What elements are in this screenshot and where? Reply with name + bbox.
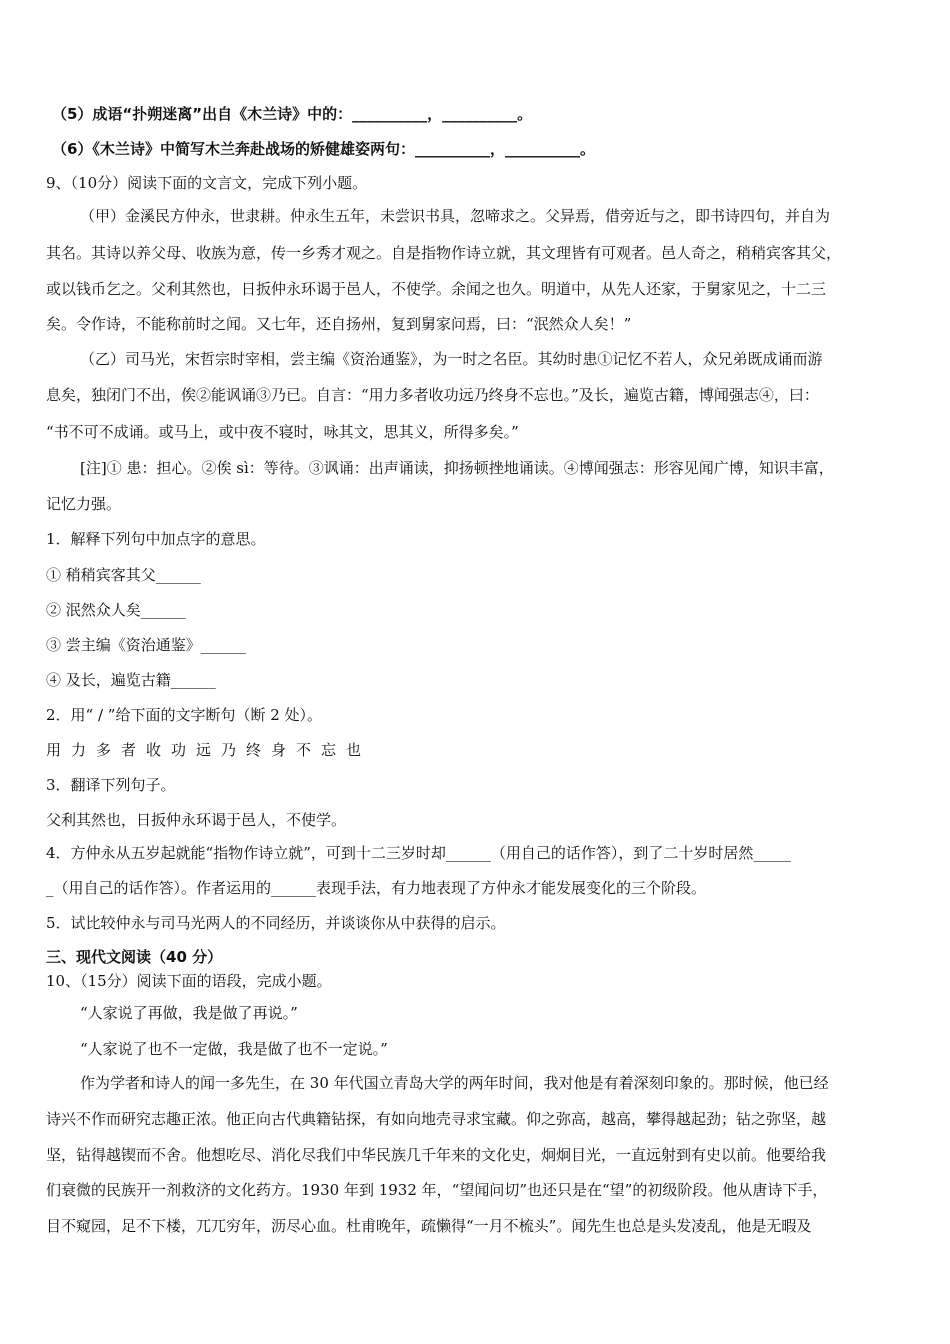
passage-10-line-3: 坚，钻得越锲而不舍。他想吃尽、消化尽我们中华民族几千年来的文化史，炯炯目光，一直远射到有史以前。他要给我 [46, 1146, 827, 1164]
quote-line-1: “人家说了再做，我是做了再说。” [80, 1004, 298, 1022]
sub-question-4-line-2: _（用自己的话作答）。作者运用的______表现手法，有力地表现了方仲永才能发展变化的三个阶段。 [46, 879, 707, 897]
notes-line-2: 记忆力强。 [46, 495, 122, 513]
passage-10-line-1: 作为学者和诗人的闻一多先生，在 30 年代国立青岛大学的两年时间，我对他是有着深刻印象的。那时候，他已经 [80, 1074, 829, 1092]
question-9-heading: 9、（10分）阅读下面的文言文，完成下列小题。 [46, 174, 368, 192]
passage-jia-line-3: 或以钱币乞之。父利其然也，日扳仲永环谒于邑人，不使学。余闻之也久。明道中，从先人还家，于舅家见之，十二三 [46, 280, 827, 298]
passage-jia-line-1: （甲）金溪民方仲永，世隶耕。仲永生五年，未尝识书具，忽啼求之。父异焉，借旁近与之，即书诗四句，并自为 [80, 207, 831, 225]
passage-10-line-5: 目不窥园，足不下楼，兀兀穷年，沥尽心血。杜甫晚年，疏懒得“一月不梳头”。闻先生也总是头发凌乱，他是无暇及 [46, 1217, 812, 1235]
sub-question-3-text: 父利其然也，日扳仲永环谒于邑人，不使学。 [46, 811, 347, 829]
question-10-heading: 10、（15分）阅读下面的语段，完成小题。 [46, 972, 332, 990]
sub-question-1-item-2: ② 泯然众人矣______ [46, 601, 186, 619]
quote-line-2: “人家说了也不一定做，我是做了也不一定说。” [80, 1040, 388, 1058]
passage-yi-line-2: 息矣，独闭门不出，俟②能讽诵③乃已。自言：“用力多者收功远乃终身不忘也。”及长，遍览古籍，博闻强志④，曰： [46, 386, 819, 404]
question-6: （6）《木兰诗》中简写木兰奔赴战场的矫健雄姿两句：__________，__________。 [52, 140, 595, 158]
notes-line-1: [注]① 患：担心。②俟 sì：等待。③讽诵：出声诵读，抑扬顿挫地诵读。④博闻强志：形容见闻广博，知识丰富， [80, 459, 834, 477]
sub-question-1-item-3: ③ 尝主编《资治通鉴》______ [46, 636, 246, 654]
sub-question-3: 3．翻译下列句子。 [46, 776, 176, 794]
passage-yi-line-3: “书不可不成诵。或马上，或中夜不寝时，咏其文，思其义，所得多矣。” [46, 423, 519, 441]
sub-question-1-item-4: ④ 及长，遍览古籍______ [46, 671, 216, 689]
passage-jia-line-2: 其名。其诗以养父母、收族为意，传一乡秀才观之。自是指物作诗立就，其文理皆有可观者。邑人奇之，稍稍宾客其父， [46, 244, 842, 262]
passage-jia-line-4: 矣。令作诗，不能称前时之闻。又七年，还自扬州，复到舅家问焉，曰：“泯然众人矣！” [46, 315, 632, 333]
sub-question-1: 1．解释下列句中加点字的意思。 [46, 530, 266, 548]
sub-question-2: 2．用“ / ”给下面的文字断句（断 2 处）。 [46, 706, 323, 724]
sub-question-4-line-1: 4．方仲永从五岁起就能“指物作诗立就”，可到十二三岁时却______（用自己的话作答），到了二十岁时居然_____ [46, 844, 791, 862]
sub-question-1-item-1: ① 稍稍宾客其父______ [46, 566, 201, 584]
passage-yi-line-1: （乙）司马光，宋哲宗时宰相，尝主编《资治通鉴》，为一时之名臣。其幼时患①记忆不若人，众兄弟既成诵而游 [80, 350, 823, 368]
section-heading-3: 三、现代文阅读（40 分） [46, 948, 223, 966]
sub-question-2-text: 用力多者收功远乃终身不忘也 [46, 741, 372, 759]
question-5: （5）成语“扑朔迷离”出自《木兰诗》中的：__________，__________。 [52, 105, 533, 123]
passage-10-line-2: 诗兴不作而研究志趣正浓。他正向古代典籍钻探，有如向地壳寻求宝藏。仰之弥高，越高，攀得越起劲；钻之弥坚，越 [46, 1110, 827, 1128]
sub-question-5: 5．试比较仲永与司马光两人的不同经历，并谈谈你从中获得的启示。 [46, 914, 506, 932]
passage-10-line-4: 们衰微的民族开一剂救济的文化药方。1930 年到 1932 年，“望闻问切”也还只是在“望”的初级阶段。他从唐诗下手， [46, 1181, 828, 1199]
